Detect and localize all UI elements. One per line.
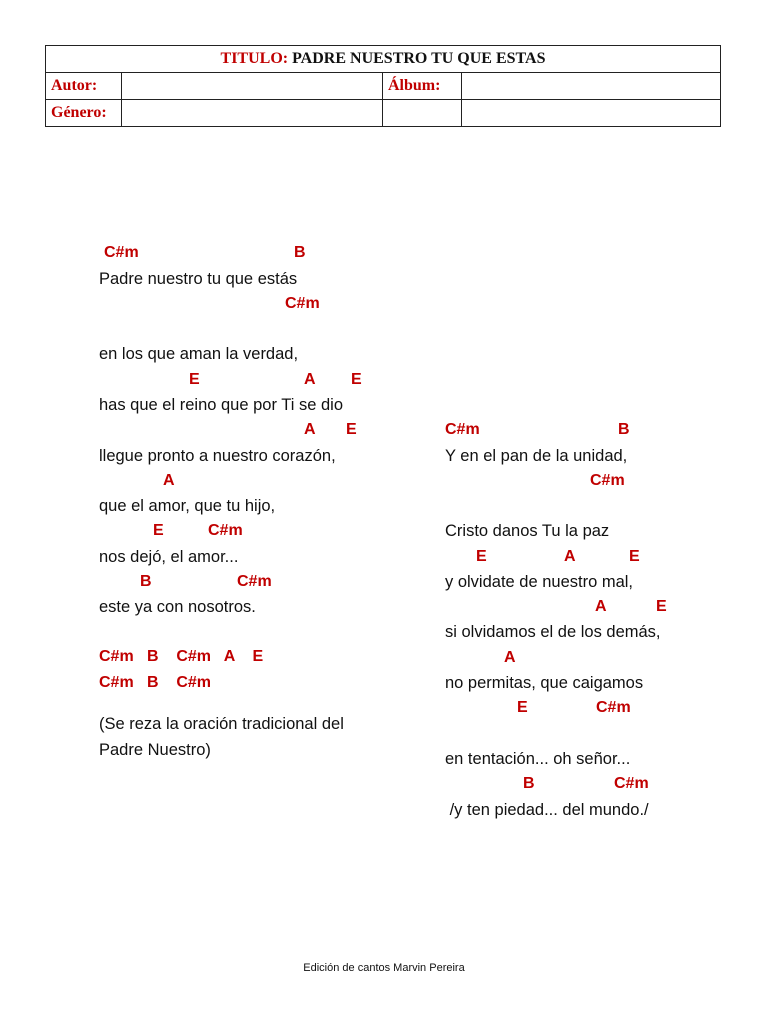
- album-value: [462, 73, 721, 100]
- lyric-line: /y ten piedad... del mundo./: [445, 801, 649, 819]
- title-label: TITULO:: [220, 50, 289, 67]
- chord: E: [153, 522, 164, 539]
- lyric-line: Padre Nuestro): [99, 741, 211, 759]
- lyric-line: en tentación... oh señor...: [445, 750, 631, 768]
- chord: C#m: [208, 522, 243, 539]
- lyric-line: nos dejó, el amor...: [99, 548, 239, 566]
- chord: E: [476, 548, 487, 565]
- album-label: Álbum:: [383, 73, 462, 100]
- page-footer: Edición de cantos Marvin Pereira: [303, 962, 465, 974]
- chord: A: [504, 649, 516, 666]
- chord: C#m: [445, 421, 480, 438]
- lyric-line: y olvidate de nuestro mal,: [445, 573, 634, 591]
- lyric-line: este ya con nosotros.: [99, 598, 256, 616]
- lyric-line: en los que aman la verdad,: [99, 345, 299, 363]
- genre-value: [122, 100, 383, 127]
- chord: C#m: [614, 775, 649, 792]
- chord: B: [294, 244, 306, 261]
- chord: E: [346, 421, 357, 438]
- chord: E: [189, 371, 200, 388]
- lyric-line: has que el reino que por Ti se dio: [99, 396, 343, 414]
- lyric-line: llegue pronto a nuestro corazón,: [99, 447, 336, 465]
- chord: B: [140, 573, 152, 590]
- genre-label: Género:: [46, 100, 122, 127]
- chord: A: [163, 472, 175, 489]
- chord: A: [595, 598, 607, 615]
- song-title: PADRE NUESTRO TU QUE ESTAS: [292, 50, 546, 67]
- chord: E: [517, 699, 528, 716]
- lyric-line: que el amor, que tu hijo,: [99, 497, 276, 515]
- chord: C#m: [590, 472, 625, 489]
- chord: E: [629, 548, 640, 565]
- lyric-line: no permitas, que caigamos: [445, 674, 644, 692]
- chord-row: C#m B C#m A E: [99, 648, 264, 665]
- author-value: [122, 73, 383, 100]
- chord: E: [351, 371, 362, 388]
- chord: A: [304, 421, 316, 438]
- chord-row: C#m B C#m: [99, 674, 212, 691]
- lyric-line: Y en el pan de la unidad,: [445, 447, 628, 465]
- lyric-line: Padre nuestro tu que estás: [99, 270, 298, 288]
- chord: A: [304, 371, 316, 388]
- chord: C#m: [285, 295, 320, 312]
- chord: C#m: [596, 699, 631, 716]
- chord: A: [564, 548, 576, 565]
- lyric-line: (Se reza la oración tradicional del: [99, 715, 344, 733]
- author-label: Autor:: [46, 73, 122, 100]
- chord: C#m: [104, 244, 139, 261]
- empty-cell: [383, 100, 462, 127]
- lyric-line: si olvidamos el de los demás,: [445, 623, 661, 641]
- title-cell: [46, 46, 721, 73]
- song-info-table: [45, 45, 721, 127]
- empty-cell: [462, 100, 721, 127]
- chord: B: [523, 775, 535, 792]
- chord: C#m: [237, 573, 272, 590]
- lyric-line: Cristo danos Tu la paz: [445, 522, 610, 540]
- chord: B: [618, 421, 630, 438]
- chord: E: [656, 598, 667, 615]
